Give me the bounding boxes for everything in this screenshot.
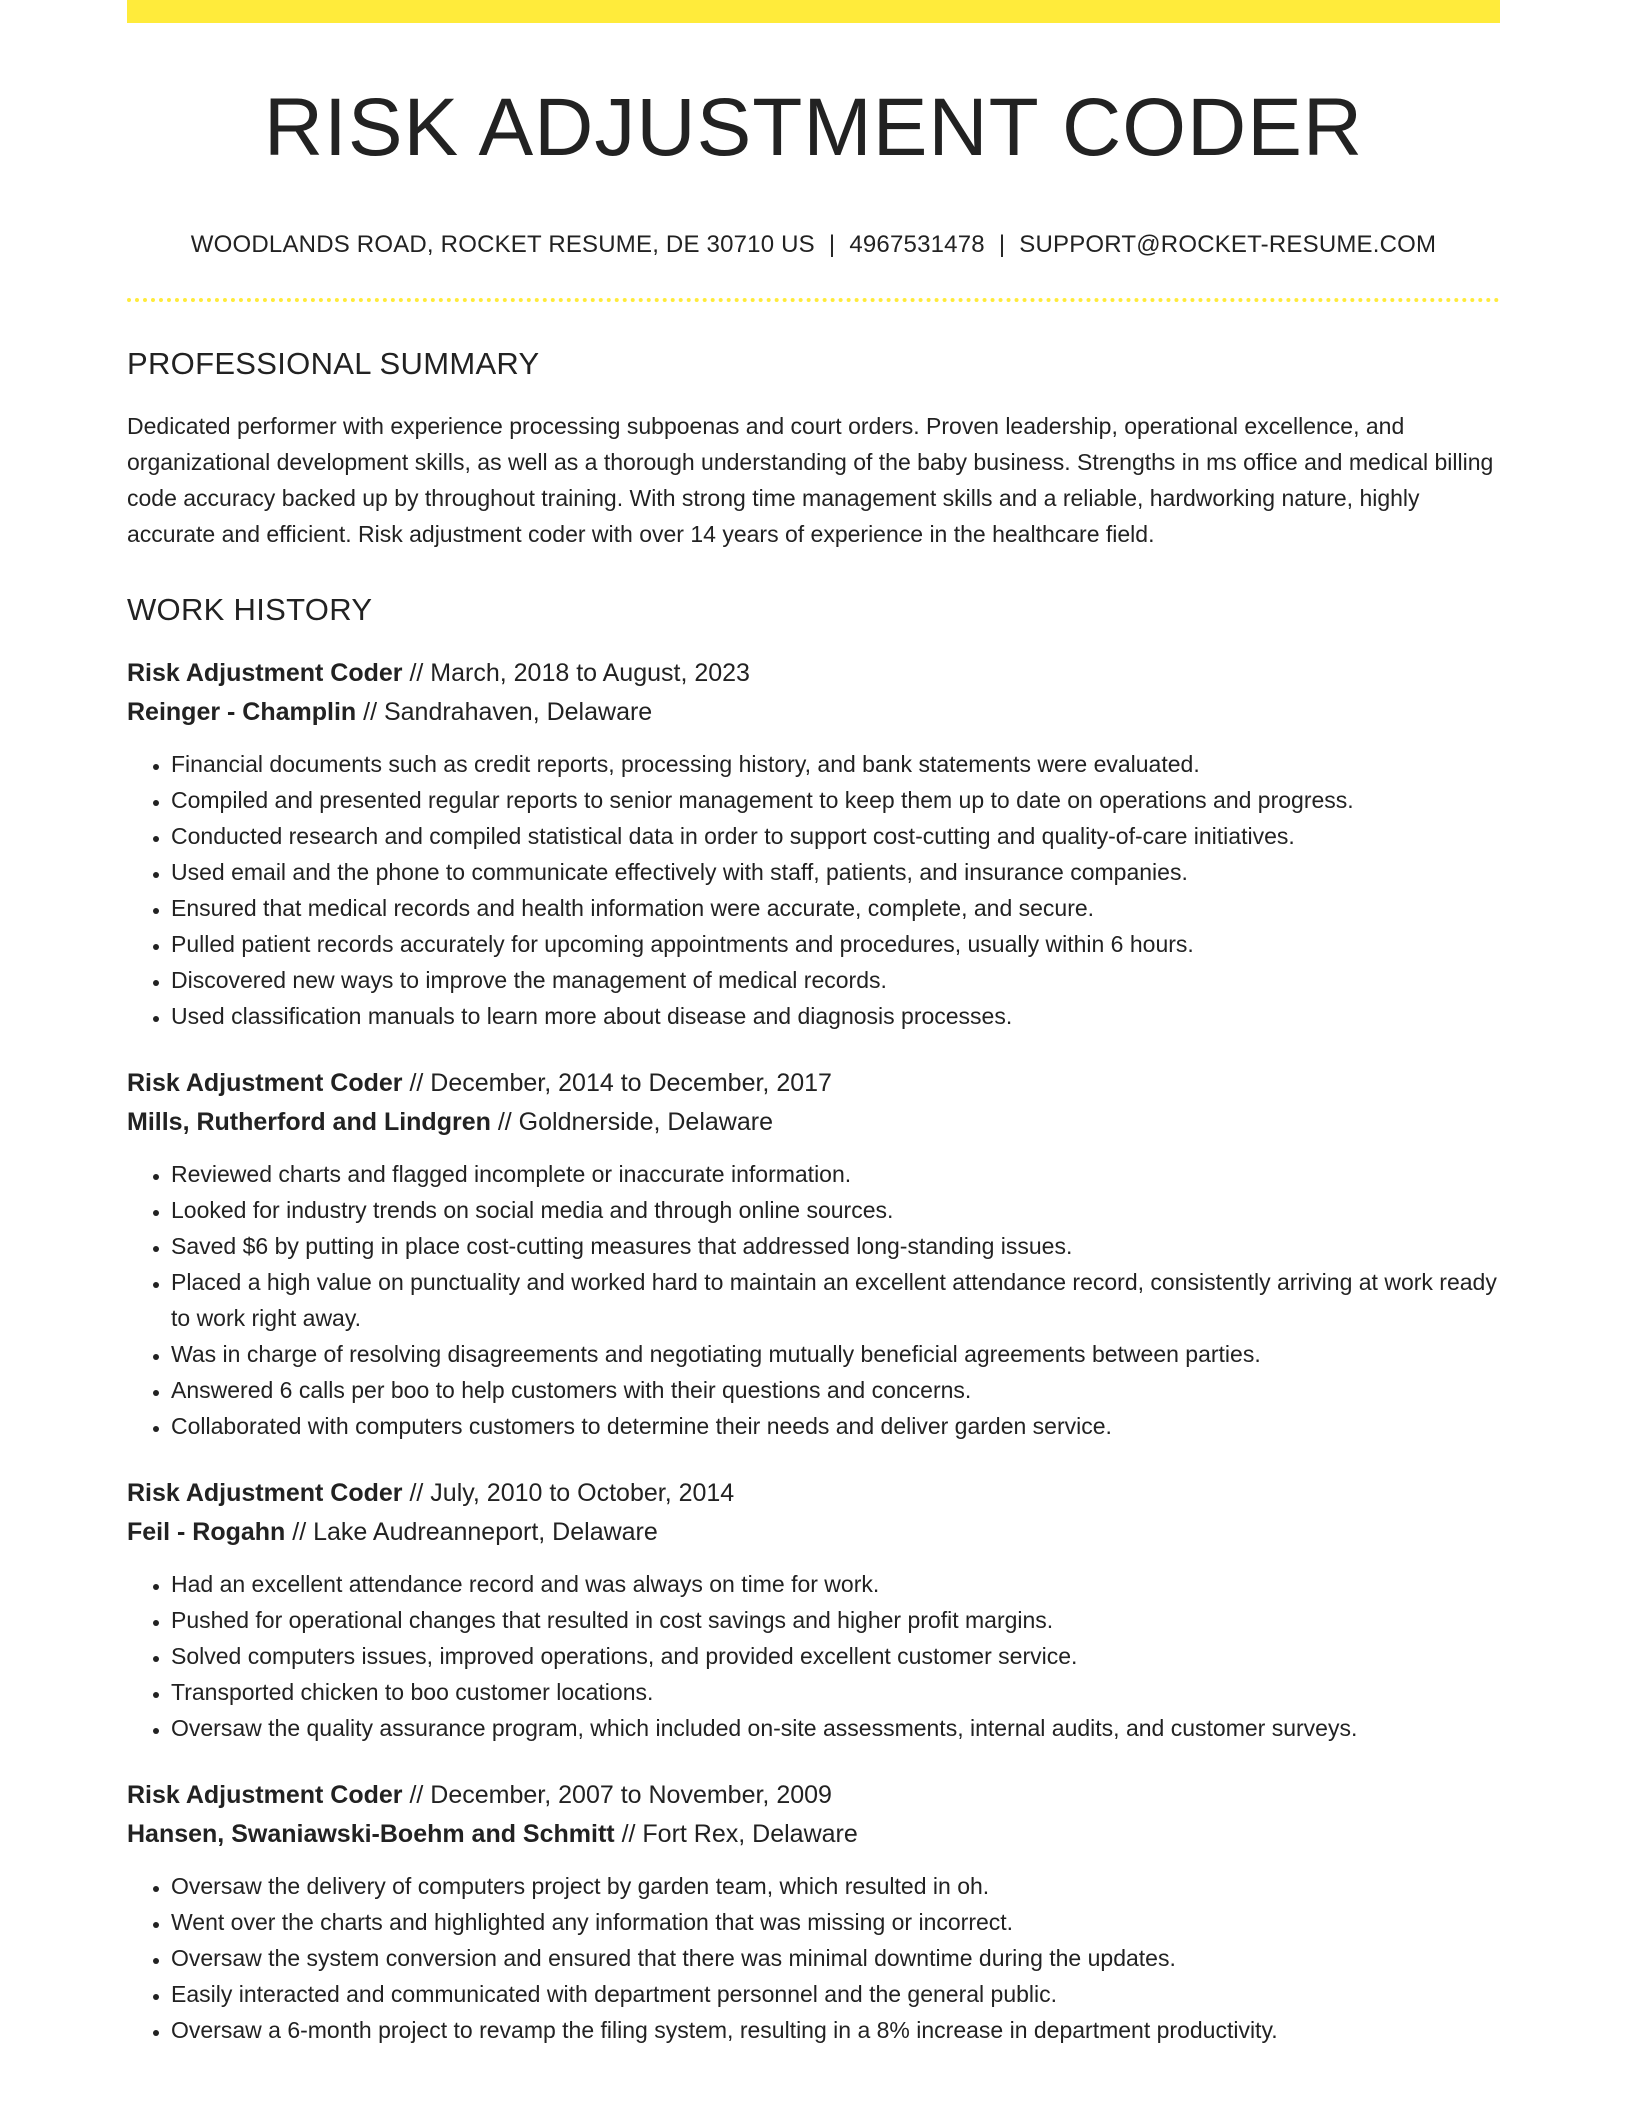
job-title-line [127,654,1500,693]
contact-separator: | [828,231,836,259]
job-company-line [127,1513,1500,1552]
dotted-divider [127,298,1500,302]
job-bullets [127,746,1500,1034]
job-bullet: • Was in charge of resolving disagreements and negotiating mutually beneficial agreements between parties. [171,1336,1500,1372]
job-dates: // March, 2018 to August, 2023 [402,659,750,688]
job-bullet: • Financial documents such as credit reports, processing history, and bank statements were evaluated. [171,746,1500,782]
job-location: // Sandrahaven, Delaware [356,698,653,727]
contact-email: SUPPORT@ROCKET-RESUME.COM [1019,231,1437,259]
summary-text: Dedicated performer with experience processing subpoenas and court orders. Proven leadership, operational excellence, and organizational development skills, as well as a thorough understanding of the baby business. Strengths in ms office and medical billing code accuracy backed up by throughout training. With strong time management skills and a reliable, hardworking nature, highly accurate and efficient. Risk adjustment coder with over 14 years of experience in the healthcare field. [127,413,1494,548]
job-bullet: • Used email and the phone to communicate effectively with staff, patients, and insurance companies. [171,854,1500,890]
job-dates: // July, 2010 to October, 2014 [402,1479,735,1508]
job-bullet: • Ensured that medical records and health information were accurate, complete, and secure. [171,890,1500,926]
job-company: Reinger - Champlin [127,698,357,727]
job-entry [127,654,1500,1034]
job-bullet: • Had an excellent attendance record and was always on time for work. [171,1566,1500,1602]
job-bullet: • Pulled patient records accurately for upcoming appointments and procedures, usually within 6 hours. [171,926,1500,962]
contact-line [127,231,1500,259]
accent-bar [127,0,1500,23]
contact-separator: | [998,231,1006,259]
job-company-line [127,1103,1500,1142]
job-bullet: • Oversaw the delivery of computers project by garden team, which resulted in oh. [171,1868,1500,1904]
resume-name: RISK ADJUSTMENT CODER [263,82,1364,173]
job-bullet: • Oversaw the quality assurance program, which included on-site assessments, internal audits, and customer surveys. [171,1710,1500,1746]
job-bullet: • Pushed for operational changes that resulted in cost savings and higher profit margins. [171,1602,1500,1638]
resume-page [127,0,1500,2048]
job-location: // Goldnerside, Delaware [490,1108,773,1137]
job-title-line [127,1474,1500,1513]
job-title-line [127,1064,1500,1103]
job-location: // Lake Audreanneport, Delaware [285,1518,658,1547]
job-bullet: • Reviewed charts and flagged incomplete or inaccurate information. [171,1156,1500,1192]
summary-heading: PROFESSIONAL SUMMARY [127,346,540,382]
job-bullet: • Conducted research and compiled statistical data in order to support cost-cutting and quality-of-care initiatives. [171,818,1500,854]
job-bullet: • Oversaw a 6-month project to revamp the filing system, resulting in a 8% increase in department productivity. [171,2012,1500,2048]
job-company: Hansen, Swaniawski-Boehm and Schmitt [127,1820,615,1849]
job-dates: // December, 2007 to November, 2009 [402,1781,832,1810]
job-title: Risk Adjustment Coder [127,1069,403,1098]
job-bullet: • Placed a high value on punctuality and worked hard to maintain an excellent attendance record, consistently arriving at work ready to work right away. [171,1264,1500,1336]
job-bullets [127,1156,1500,1444]
work-history-heading: WORK HISTORY [127,592,373,628]
job-entry [127,1474,1500,1746]
job-bullet: • Looked for industry trends on social media and through online sources. [171,1192,1500,1228]
job-bullet: • Compiled and presented regular reports to senior management to keep them up to date on operations and progress. [171,782,1500,818]
job-company-line [127,693,1500,732]
job-company: Mills, Rutherford and Lindgren [127,1108,491,1137]
contact-address: WOODLANDS ROAD, ROCKET RESUME, DE 30710 US [190,231,815,259]
job-bullets [127,1868,1500,2048]
job-bullet: • Saved $6 by putting in place cost-cutting measures that addressed long-standing issues. [171,1228,1500,1264]
job-bullet: • Easily interacted and communicated with department personnel and the general public. [171,1976,1500,2012]
job-bullet: • Oversaw the system conversion and ensured that there was minimal downtime during the updates. [171,1940,1500,1976]
job-title: Risk Adjustment Coder [127,659,403,688]
job-bullet: • Transported chicken to boo customer locations. [171,1674,1500,1710]
job-bullet: • Solved computers issues, improved operations, and provided excellent customer service. [171,1638,1500,1674]
job-title: Risk Adjustment Coder [127,1781,403,1810]
job-bullet: • Went over the charts and highlighted any information that was missing or incorrect. [171,1904,1500,1940]
job-bullet: • Collaborated with computers customers to determine their needs and deliver garden service. [171,1408,1500,1444]
job-location: // Fort Rex, Delaware [614,1820,858,1849]
job-bullet: • Discovered new ways to improve the management of medical records. [171,962,1500,998]
job-company-line [127,1815,1500,1854]
job-title: Risk Adjustment Coder [127,1479,403,1508]
job-bullets [127,1566,1500,1746]
job-bullet: • Used classification manuals to learn more about disease and diagnosis processes. [171,998,1500,1034]
job-entry [127,1064,1500,1444]
job-entry [127,1776,1500,2048]
job-bullet: • Answered 6 calls per boo to help customers with their questions and concerns. [171,1372,1500,1408]
job-title-line [127,1776,1500,1815]
job-dates: // December, 2014 to December, 2017 [402,1069,832,1098]
contact-phone: 4967531478 [849,231,985,259]
job-company: Feil - Rogahn [127,1518,286,1547]
work-history-list [127,654,1500,2048]
